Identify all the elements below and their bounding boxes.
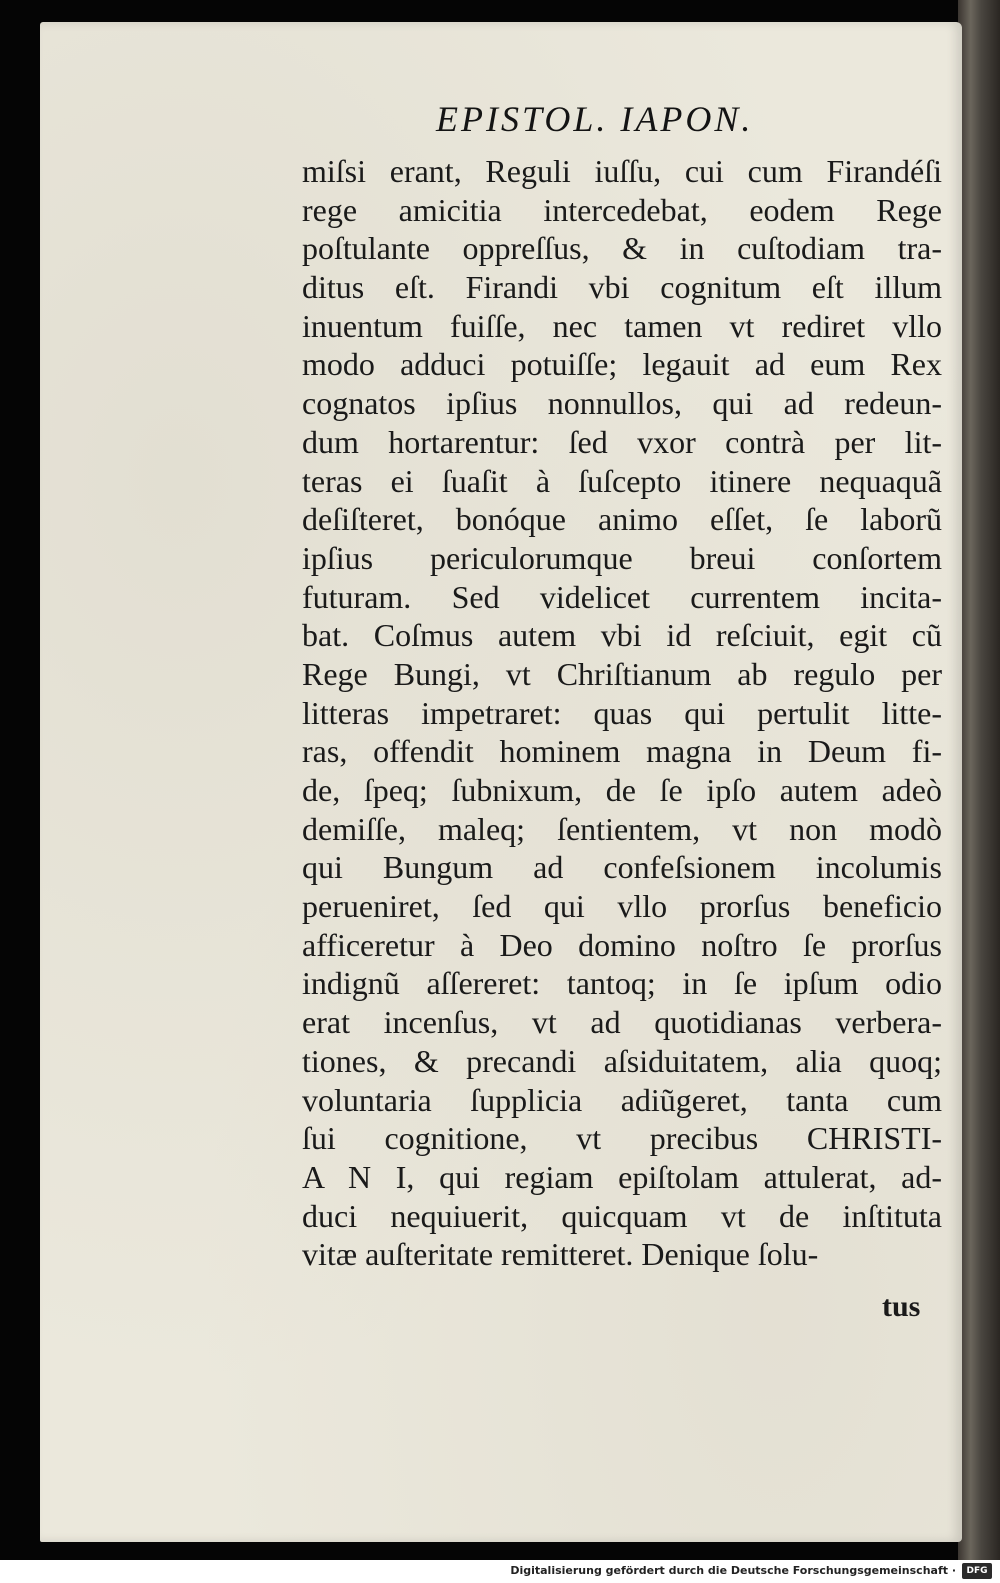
text-line: dum hortarentur: ſed vxor contrà per lit- [302,423,942,460]
text-line: perueniret, ſed qui vllo prorſus beneficio [302,888,942,925]
text-line: qui Bungum ad confeſsionem incolumis [302,849,942,886]
text-line: de, ſpeq; ſubnixum, de ſe ipſo autem adeò [302,772,942,808]
text-line: rege amicitia intercedebat, eodem Rege [302,191,942,228]
text-line: teras ei ſuaſit à ſuſcepto itinere nequaquã [302,462,942,499]
text-line: ditus eſt. Firandi vbi cognitum eſt illum [302,269,942,306]
text-line: modo adduci potuiſſe; legauit ad eum Rex [302,346,942,383]
text-line: bat. Coſmus autem vbi id reſciuit, egit cũ [302,617,942,654]
text-line: litteras impetraret: quas qui pertulit litte- [302,694,942,731]
dfg-logo: DFG [962,1563,992,1579]
text-line: erat incenſus, vt ad quotidianas verbera- [302,1004,942,1041]
text-line: tiones, & precandi aſsiduitatem, alia quoq; [302,1042,942,1079]
text-line: ſui cognitione, vt precibus CHRISTI- [302,1120,942,1157]
footer-strip [0,1560,1000,1583]
funding-notice: Digitalisierung gefördert durch die Deutsche Forschungsgemeinschaft · [510,1564,956,1577]
catchword: tus [882,1290,921,1323]
text-line: duci nequiuerit, quicquam vt de inſtituta [302,1197,942,1234]
text-line: inuentum fuiſſe, nec tamen vt rediret vllo [302,307,942,344]
text-line: ipſius periculorumque breui conſortem [302,539,942,576]
text-line: indignũ aſſereret: tantoq; in ſe ipſum odio [302,965,942,1002]
text-line: afficeretur à Deo domino noſtro ſe prorſus [302,926,942,963]
text-line: futuram. Sed videlicet currentem incita- [302,578,942,615]
running-head: EPISTOL. IAPON. [436,99,754,139]
text-line: A N I, qui regiam epiſtolam attulerat, ad- [302,1158,942,1195]
text-line: cognatos ipſius nonnullos, qui ad redeun- [302,385,942,422]
book-edge [958,0,1000,1560]
text-line: deſiſteret, bonóque animo eſſet, ſe laborũ [302,501,942,538]
body-text [302,152,942,1274]
text-line: Rege Bungi, vt Chriſtianum ab regulo per [302,655,942,692]
text-line: ras, offendit hominem magna in Deum fi- [302,733,942,770]
text-line: poſtulante oppreſſus, & in cuſtodiam tra- [302,230,942,267]
text-line: miſsi erant, Reguli iuſſu, cui cum Firandéſi [302,153,942,189]
text-line: vitæ auſteritate remitteret. Denique ſolu- [302,1236,819,1273]
text-line: demiſſe, maleq; ſentientem, vt non modò [302,810,942,847]
text-line: voluntaria ſupplicia adiũgeret, tanta cum [302,1081,942,1118]
